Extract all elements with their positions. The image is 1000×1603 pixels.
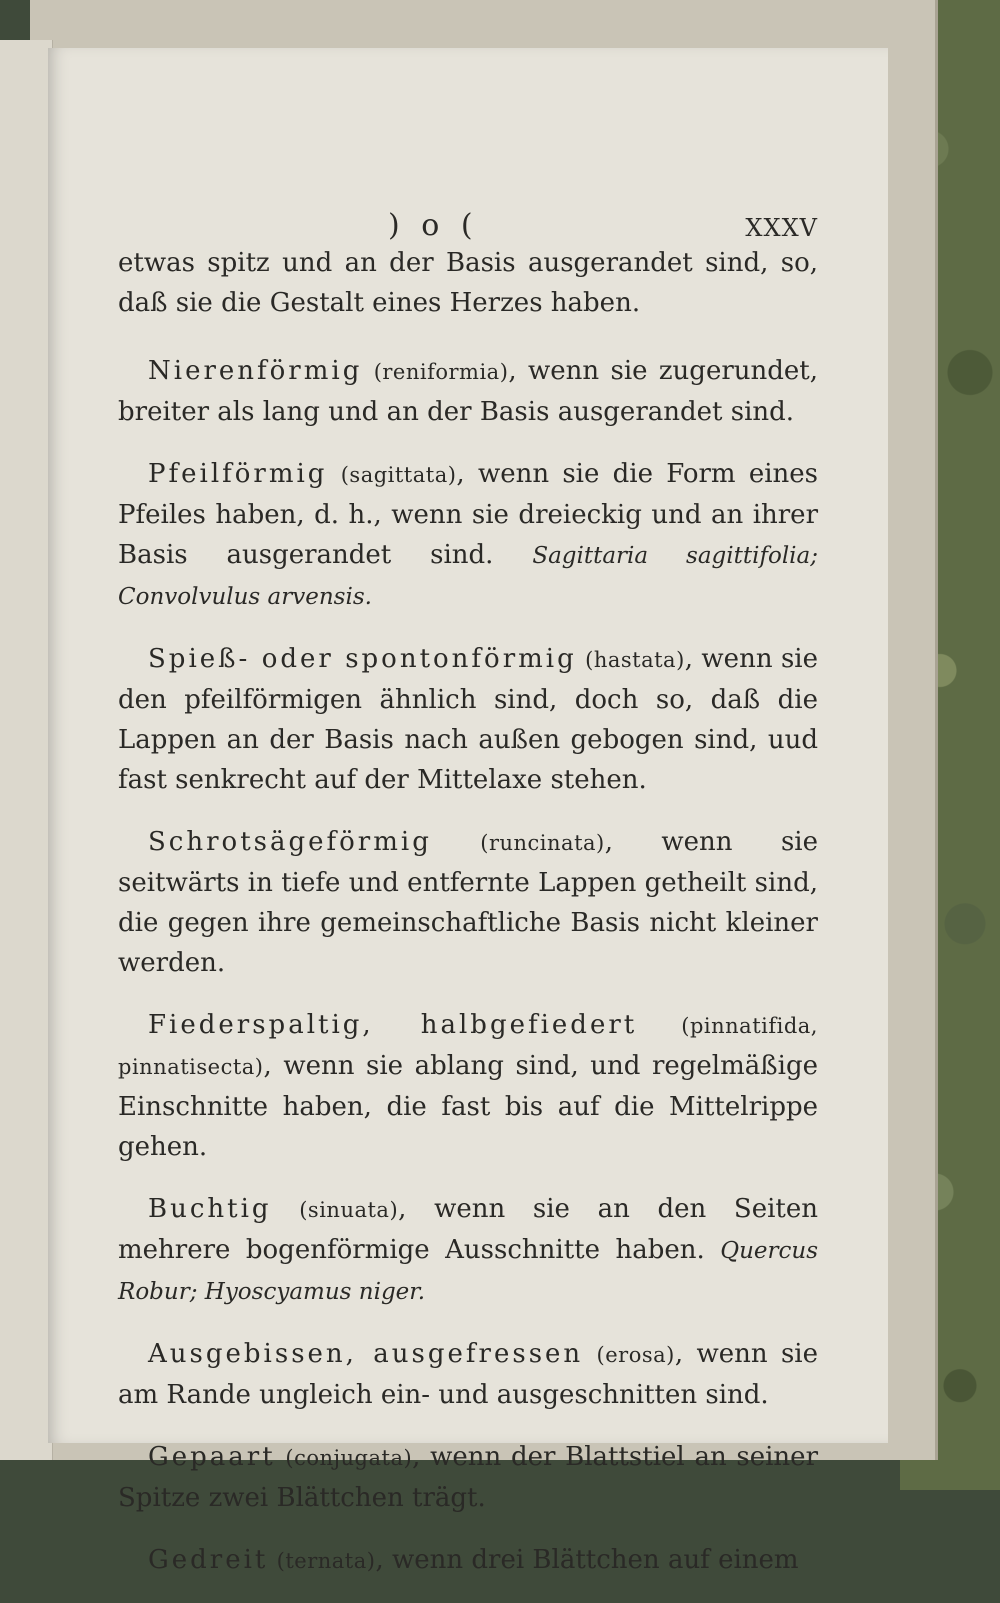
paragraph-10: Gedreit (ternata), wenn drei Blättchen auf einem [148,1545,799,1575]
term: Pfeilförmig [148,459,328,489]
paragraph-6: Fiederspaltig, halbgefiedert (pinnatifida, pinnatisecta), wenn sie ablang sind, und regelmäßige Einschnitte haben, die fast bis auf die Mittelrippe gehen. [118,1010,818,1162]
paragraph-2: Nierenförmig (reniformia), wenn sie zugerundet, breiter als lang und an der Basis ausgerandet sind. [118,356,818,427]
term: Fiederspaltig, halbgefiedert [148,1010,638,1040]
paragraph-1: etwas spitz und an der Basis ausgerandet sind, so, daß sie die Gestalt eines Herzes haben. [118,248,818,318]
facing-page-edge [0,40,53,1460]
page-number: XXXV [745,214,818,242]
latin-term: (sinuata) [299,1198,399,1222]
latin-term: (sagittata) [340,463,457,487]
latin-term: (erosa) [596,1343,675,1367]
book-page [48,48,888,1575]
term: Schrotsägeförmig [148,827,432,857]
species-example: Sagittaria sagittifolia; Convolvulus arvensis. [118,543,819,610]
latin-term: (pinnatifida, pinnatisecta) [118,1014,818,1079]
term: Gepaart [148,1442,276,1472]
species-example: Quercus Robur; Hyoscyamus niger. [118,1238,818,1305]
term: Nierenförmig [148,356,363,386]
page-header [48,208,888,248]
header-ornament: ) o ( [388,208,479,243]
term: Buchtig [148,1194,272,1224]
latin-term: (ternata) [276,1549,376,1573]
paragraph-9: Gepaart (conjugata), wenn der Blattstiel an seiner Spitze zwei Blättchen trägt. [118,1442,818,1513]
paragraph-7: Buchtig (sinuata), wenn sie an den Seiten mehrere bogenförmige Ausschnitte haben. Quercus Robur; Hyoscyamus niger. [118,1194,818,1305]
paragraph-4: Spieß- oder spontonförmig (hastata), wenn sie den pfeilförmigen ähnlich sind, doch so, daß die Lappen an der Basis nach außen gebogen sind, uud fast senkrecht auf der Mittelaxe stehen. [118,644,818,795]
latin-term: (reniformia) [373,360,509,384]
term: Spieß- oder spontonförmig [148,644,577,674]
body-text [118,243,818,1603]
paragraph-3: Pfeilförmig (sagittata), wenn sie die Form eines Pfeiles haben, d. h., wenn sie dreieckig und an ihrer Basis ausgerandet sind. Sagittaria sagittifolia; Convolvulus arvensis. [118,459,819,610]
term: Ausgebissen, ausgefressen [148,1339,584,1369]
term: Gedreit [148,1545,269,1575]
latin-term: (runcinata) [480,831,605,855]
paragraph-5: Schrotsägeförmig (runcinata), wenn sie seitwärts in tiefe und entfernte Lappen getheilt sind, die gegen ihre gemeinschaftliche Basis nicht kleiner werden. [118,827,818,978]
latin-term: (hastata) [585,648,685,672]
paragraph-8: Ausgebissen, ausgefressen (erosa), wenn sie am Rande ungleich ein- und ausgeschnitten sind. [118,1339,818,1410]
latin-term: (conjugata) [285,1446,413,1470]
